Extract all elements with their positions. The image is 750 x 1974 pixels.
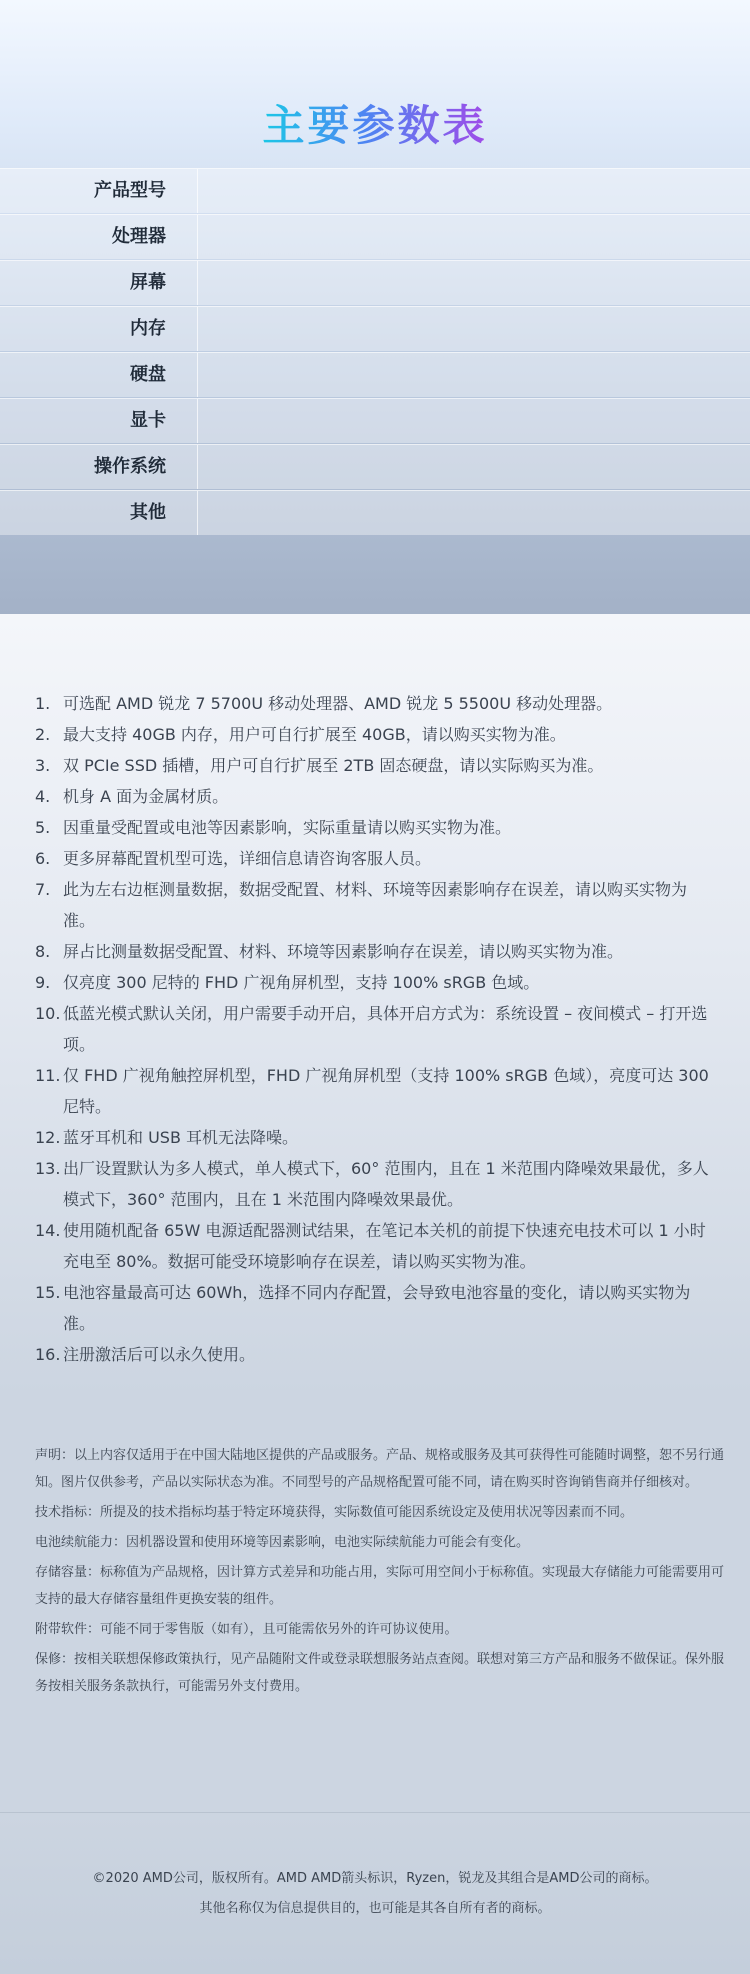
- note-item: [35, 874, 715, 936]
- note-text: 仅 FHD 广视角触控屏机型，FHD 广视角屏机型（支持 100% sRGB 色域），亮度可达 300 尼特。: [63, 1066, 709, 1116]
- note-text: 注册激活后可以永久使用。: [63, 1345, 256, 1364]
- spec-label: 其他: [130, 502, 166, 523]
- disclaimer-tech-specs: 技术指标：所提及的技术指标均基于特定环境获得，实际数值可能因系统设定及使用状况等因素而不同。: [35, 1505, 634, 1520]
- note-item: [35, 781, 715, 812]
- trademark-line: 其他名称仅为信息提供目的，也可能是其各自所有者的商标。: [199, 1901, 551, 1916]
- note-item: [35, 812, 715, 843]
- note-item: [35, 719, 715, 750]
- spec-label: 硬盘: [130, 364, 166, 385]
- note-number: 14.: [35, 1221, 61, 1240]
- note-text: 出厂设置默认为多人模式，单人模式下，60° 范围内，且在 1 米范围内降噪效果最优，多人模式下，360° 范围内，且在 1 米范围内降噪效果最优。: [63, 1159, 709, 1209]
- spec-label: 内存: [130, 318, 166, 339]
- spec-row-processor: [0, 214, 750, 259]
- note-text: 双 PCIe SSD 插槽，用户可自行扩展至 2TB 固态硬盘，请以实际购买为准。: [63, 756, 604, 775]
- spec-row-screen: [0, 260, 750, 305]
- spec-label: 处理器: [112, 226, 166, 247]
- notes-list: [35, 688, 715, 1370]
- note-text: 蓝牙耳机和 USB 耳机无法降噪。: [63, 1128, 299, 1147]
- note-text: 此为左右边框测量数据，数据受配置、材料、环境等因素影响存在误差，请以购买实物为准。: [63, 880, 688, 930]
- spec-row-storage: [0, 352, 750, 397]
- spec-label: 屏幕: [130, 272, 166, 293]
- spec-value: [197, 353, 750, 397]
- disclaimer-statement: 声明：以上内容仅适用于在中国大陆地区提供的产品或服务。产品、规格或服务及其可获得性可能随时调整，恕不另行通知。图片仅供参考，产品以实际状态为准。不同型号的产品规格配置可能不同，请在购买时咨询销售商并仔细核对。: [35, 1448, 725, 1490]
- spec-row-memory: [0, 306, 750, 351]
- disclaimer-battery: 电池续航能力：因机器设置和使用环境等因素影响，电池实际续航能力可能会有变化。: [35, 1535, 530, 1550]
- spec-table-section: [0, 0, 750, 614]
- disclaimer-warranty: 保修：按相关联想保修政策执行，见产品随附文件或登录联想服务站点查阅。联想对第三方产品和服务不做保证。保外服务按相关服务条款执行，可能需另外支付费用。: [35, 1652, 725, 1694]
- disclaimer-storage: 存储容量：标称值为产品规格，因计算方式差异和功能占用，实际可用空间小于标称值。实现最大存储能力可能需要用可支持的最大存储容量组件更换安装的组件。: [35, 1565, 725, 1607]
- note-number: 3.: [35, 756, 51, 775]
- spec-value: [197, 215, 750, 259]
- copyright-line: ©2020 AMD公司，版权所有。AMD AMD箭头标识，Ryzen，锐龙及其组合是AMD公司的商标。: [92, 1871, 658, 1886]
- note-item: [35, 967, 715, 998]
- note-text: 屏占比测量数据受配置、材料、环境等因素影响存在误差，请以购买实物为准。: [63, 942, 624, 961]
- note-number: 8.: [35, 942, 51, 961]
- note-item: [35, 688, 715, 719]
- note-text: 使用随机配备 65W 电源适配器测试结果，在笔记本关机的前提下快速充电技术可以 1 小时充电至 80%。数据可能受环境影响存在误差，请以购买实物为准。: [63, 1221, 706, 1271]
- note-text: 可选配 AMD 锐龙 7 5700U 移动处理器、AMD 锐龙 5 5500U 移动处理器。: [63, 694, 613, 713]
- copyright-footer: [0, 1813, 750, 1974]
- notes-section: [0, 614, 750, 1396]
- note-item: [35, 998, 715, 1060]
- note-number: 2.: [35, 725, 51, 744]
- note-number: 9.: [35, 973, 51, 992]
- disclaimer-section: [0, 1396, 750, 1812]
- note-item: [35, 1277, 715, 1339]
- note-number: 11.: [35, 1066, 61, 1085]
- note-item: [35, 1122, 715, 1153]
- note-item: [35, 1153, 715, 1215]
- spec-row-other: [0, 490, 750, 535]
- spec-label: 产品型号: [94, 180, 166, 201]
- note-item: [35, 843, 715, 874]
- note-text: 仅亮度 300 尼特的 FHD 广视角屏机型，支持 100% sRGB 色域。: [63, 973, 540, 992]
- spec-label: 操作系统: [94, 456, 166, 477]
- note-text: 最大支持 40GB 内存，用户可自行扩展至 40GB，请以购买实物为准。: [63, 725, 566, 744]
- note-item: [35, 1339, 715, 1370]
- note-text: 低蓝光模式默认关闭，用户需要手动开启，具体开启方式为：系统设置 – 夜间模式 – 打开选项。: [63, 1004, 708, 1054]
- spec-value: [197, 399, 750, 443]
- page-title: 主要参数表: [262, 101, 488, 151]
- spec-row-graphics: [0, 398, 750, 443]
- spec-value: [197, 261, 750, 305]
- note-item: [35, 1215, 715, 1277]
- note-text: 机身 A 面为金属材质。: [63, 787, 229, 806]
- note-item: [35, 936, 715, 967]
- note-number: 1.: [35, 694, 51, 713]
- note-number: 4.: [35, 787, 51, 806]
- note-item: [35, 750, 715, 781]
- note-number: 12.: [35, 1128, 61, 1147]
- note-number: 6.: [35, 849, 51, 868]
- spec-row-os: [0, 444, 750, 489]
- note-number: 16.: [35, 1345, 61, 1364]
- spec-table: [0, 168, 750, 536]
- spec-value: [197, 169, 750, 213]
- note-number: 10.: [35, 1004, 61, 1023]
- note-text: 更多屏幕配置机型可选，详细信息请咨询客服人员。: [63, 849, 432, 868]
- disclaimer-software: 附带软件：可能不同于零售版（如有），且可能需依另外的许可协议使用。: [35, 1622, 458, 1637]
- spec-row-model: [0, 168, 750, 213]
- spec-value: [197, 307, 750, 351]
- note-item: [35, 1060, 715, 1122]
- note-number: 7.: [35, 880, 51, 899]
- note-text: 电池容量最高可达 60Wh，选择不同内存配置，会导致电池容量的变化，请以购买实物为准。: [63, 1283, 691, 1333]
- spec-value: [197, 445, 750, 489]
- note-number: 13.: [35, 1159, 61, 1178]
- disclaimer: [35, 1442, 725, 1703]
- spec-value: [197, 491, 750, 535]
- note-number: 15.: [35, 1283, 61, 1302]
- note-number: 5.: [35, 818, 51, 837]
- spec-label: 显卡: [130, 410, 166, 431]
- note-text: 因重量受配置或电池等因素影响，实际重量请以购买实物为准。: [63, 818, 512, 837]
